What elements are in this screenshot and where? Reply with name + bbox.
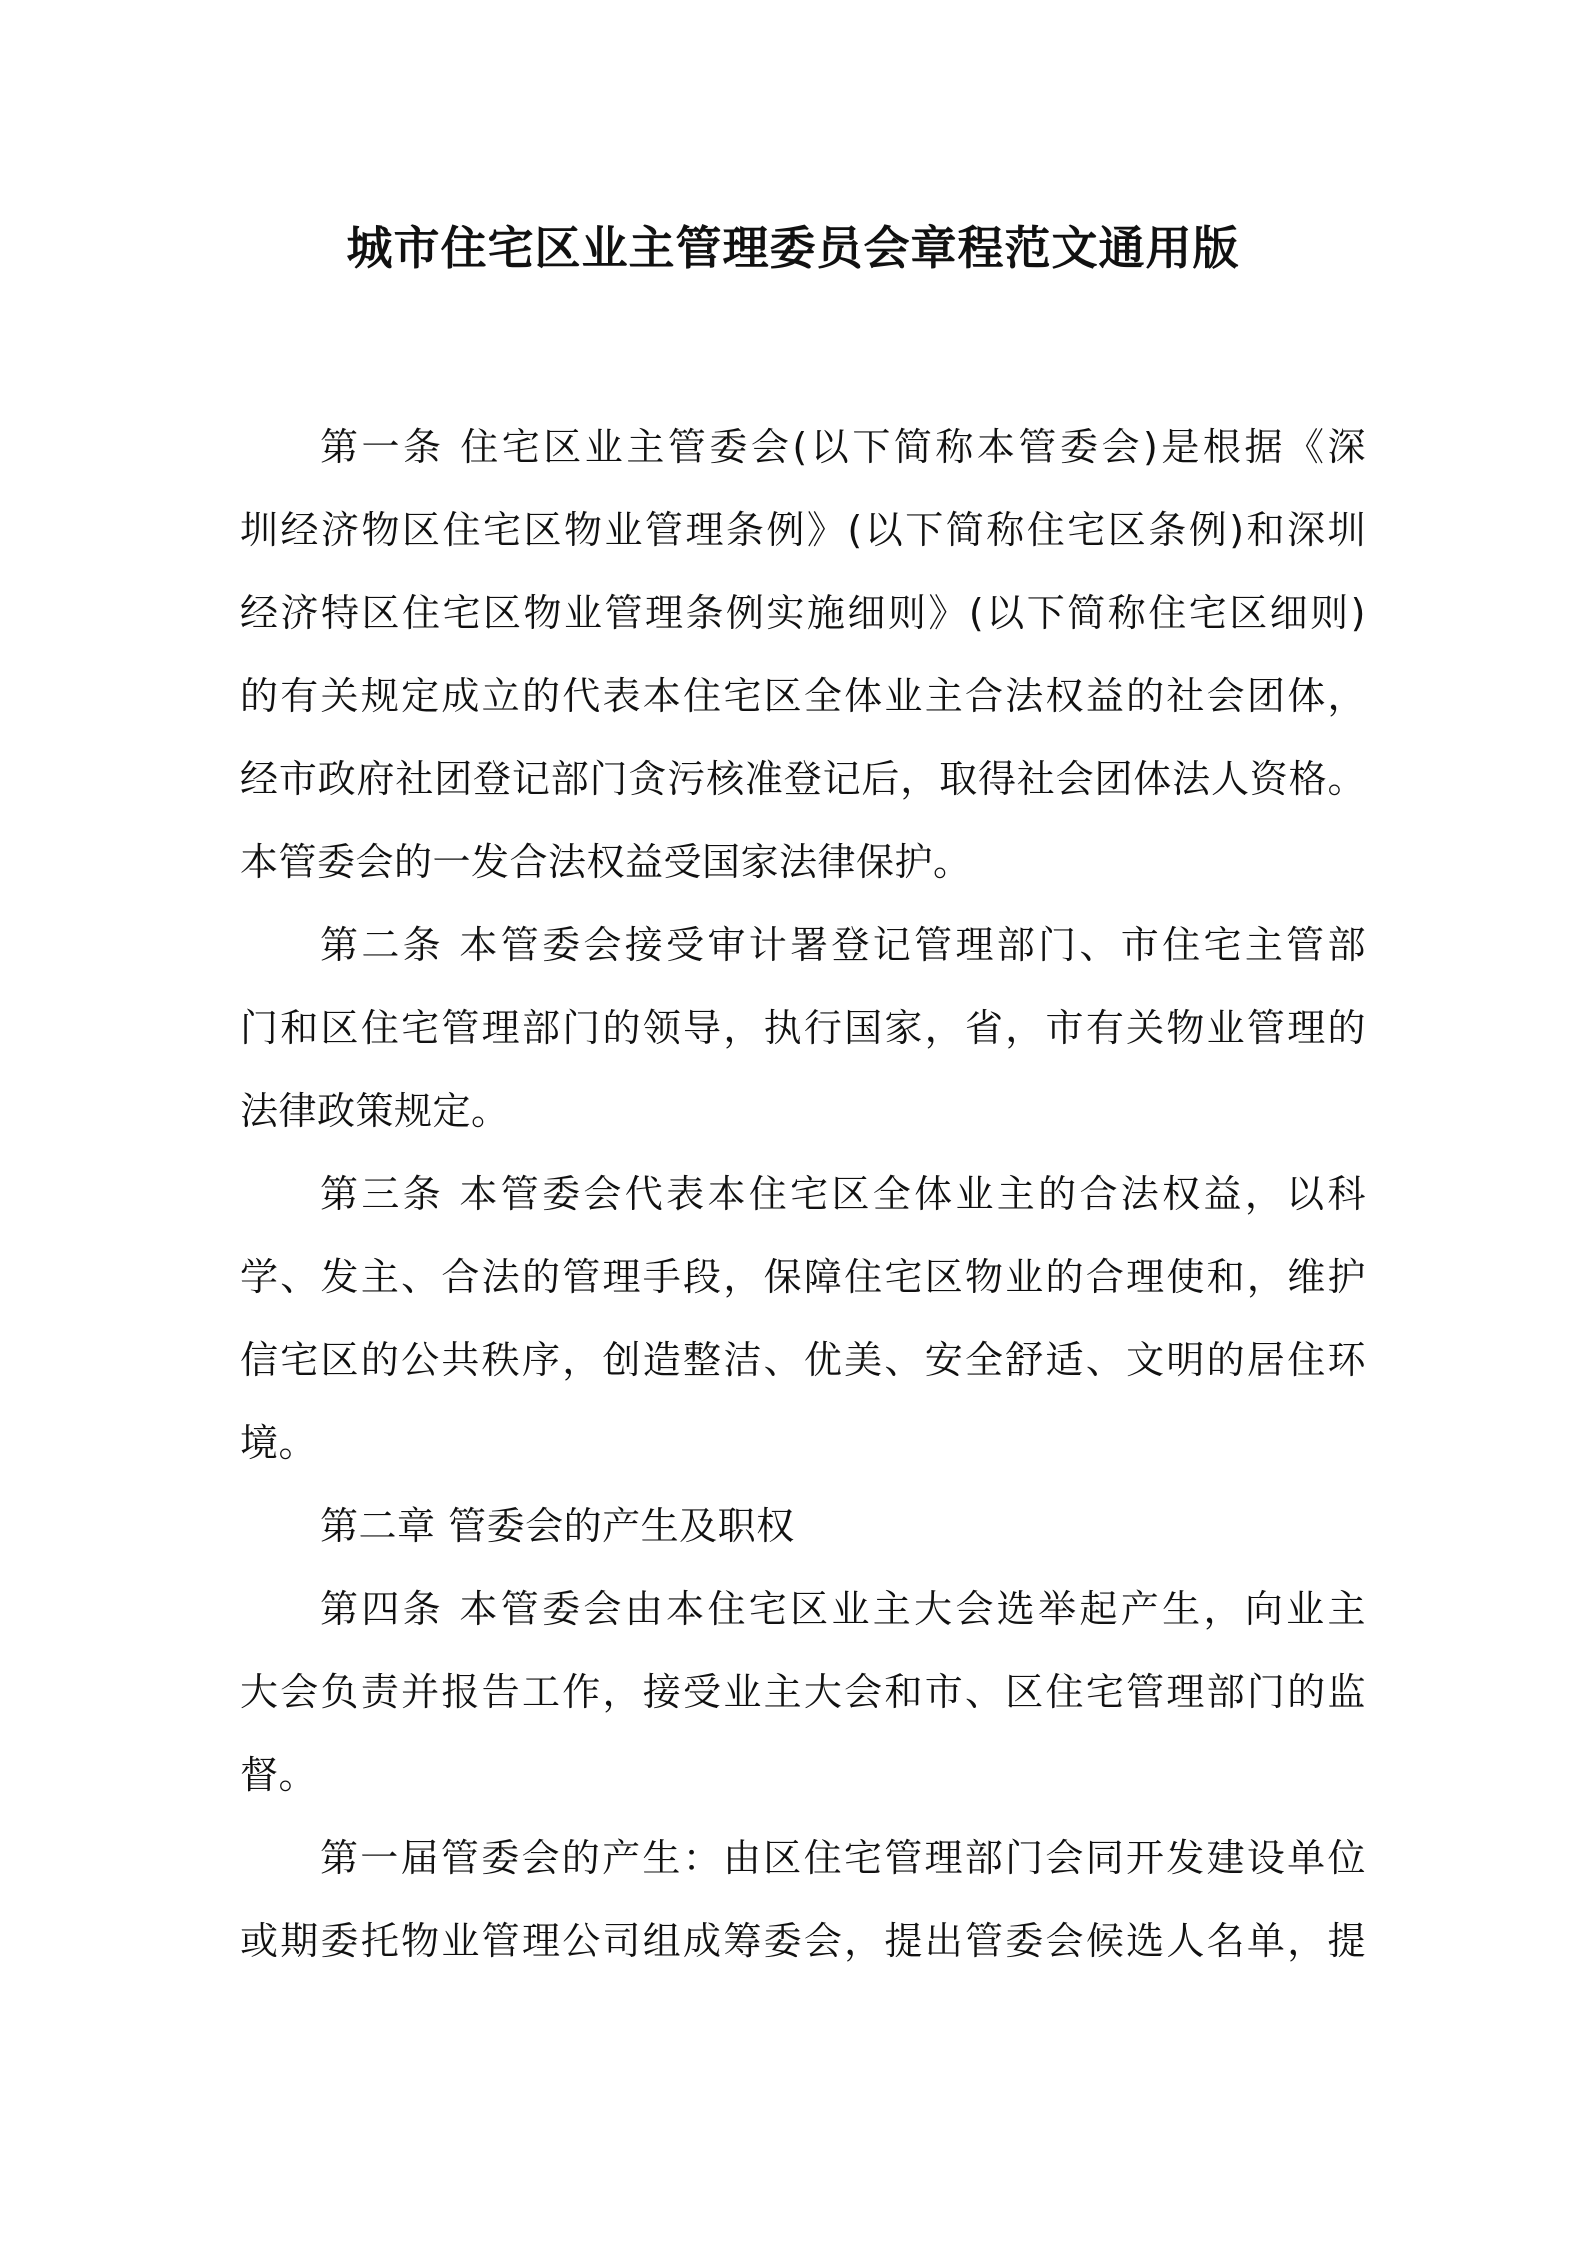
text-line: 本管委会的一发合法权益受国家法律保护。 <box>240 840 972 884</box>
text-line: 经市政府社团登记部门贪污核准登记后，取得社会团体法人资格。 <box>240 757 1366 801</box>
text-line: 第四条 本管委会由本住宅区业主大会选举起产生，向业主 <box>320 1587 1366 1631</box>
text-line: 大会负责并报告工作，接受业主大会和市、区住宅管理部门的监 <box>240 1670 1366 1714</box>
text-line: 第三条 本管委会代表本住宅区全体业主的合法权益，以科 <box>320 1172 1366 1216</box>
text-line: 第一条 住宅区业主管委会(以下简称本管委会)是根据《深 <box>320 425 1366 469</box>
text-line: 第二条 本管委会接受审计署登记管理部门、市住宅主管部 <box>320 923 1366 967</box>
chapter-title: 第二章 管委会的产生及职权 <box>320 1504 795 1548</box>
text-line: 学、发主、合法的管理手段，保障住宅区物业的合理使和，维护 <box>240 1255 1366 1299</box>
document-body <box>240 406 1366 1983</box>
text-line: 或期委托物业管理公司组成筹委会，提出管委会候选人名单，提 <box>240 1919 1366 1963</box>
paragraph-article-4 <box>240 1568 1366 1817</box>
paragraph-article-1 <box>240 406 1366 904</box>
paragraph-article-3 <box>240 1153 1366 1485</box>
text-line: 门和区住宅管理部门的领导，执行国家，省，市有关物业管理的 <box>240 1006 1366 1050</box>
text-line: 督。 <box>240 1753 318 1797</box>
text-line: 信宅区的公共秩序，创造整洁、优美、安全舒适、文明的居住环 <box>240 1338 1366 1382</box>
text-line: 圳经济物区住宅区物业管理条例》(以下简称住宅区条例)和深圳 <box>240 508 1366 552</box>
paragraph-first-committee <box>240 1817 1366 1983</box>
text-line: 的有关规定成立的代表本住宅区全体业主合法权益的社会团体， <box>240 674 1366 718</box>
chapter-heading <box>240 1485 1366 1568</box>
text-line: 经济特区住宅区物业管理条例实施细则》(以下简称住宅区细则) <box>240 591 1366 635</box>
text-line: 第一届管委会的产生：由区住宅管理部门会同开发建设单位 <box>320 1836 1366 1880</box>
paragraph-article-2 <box>240 904 1366 1153</box>
text-line: 境。 <box>240 1421 318 1465</box>
text-line: 法律政策规定。 <box>240 1089 510 1133</box>
document-title: 城市住宅区业主管理委员会章程范文通用版 <box>346 221 1240 275</box>
